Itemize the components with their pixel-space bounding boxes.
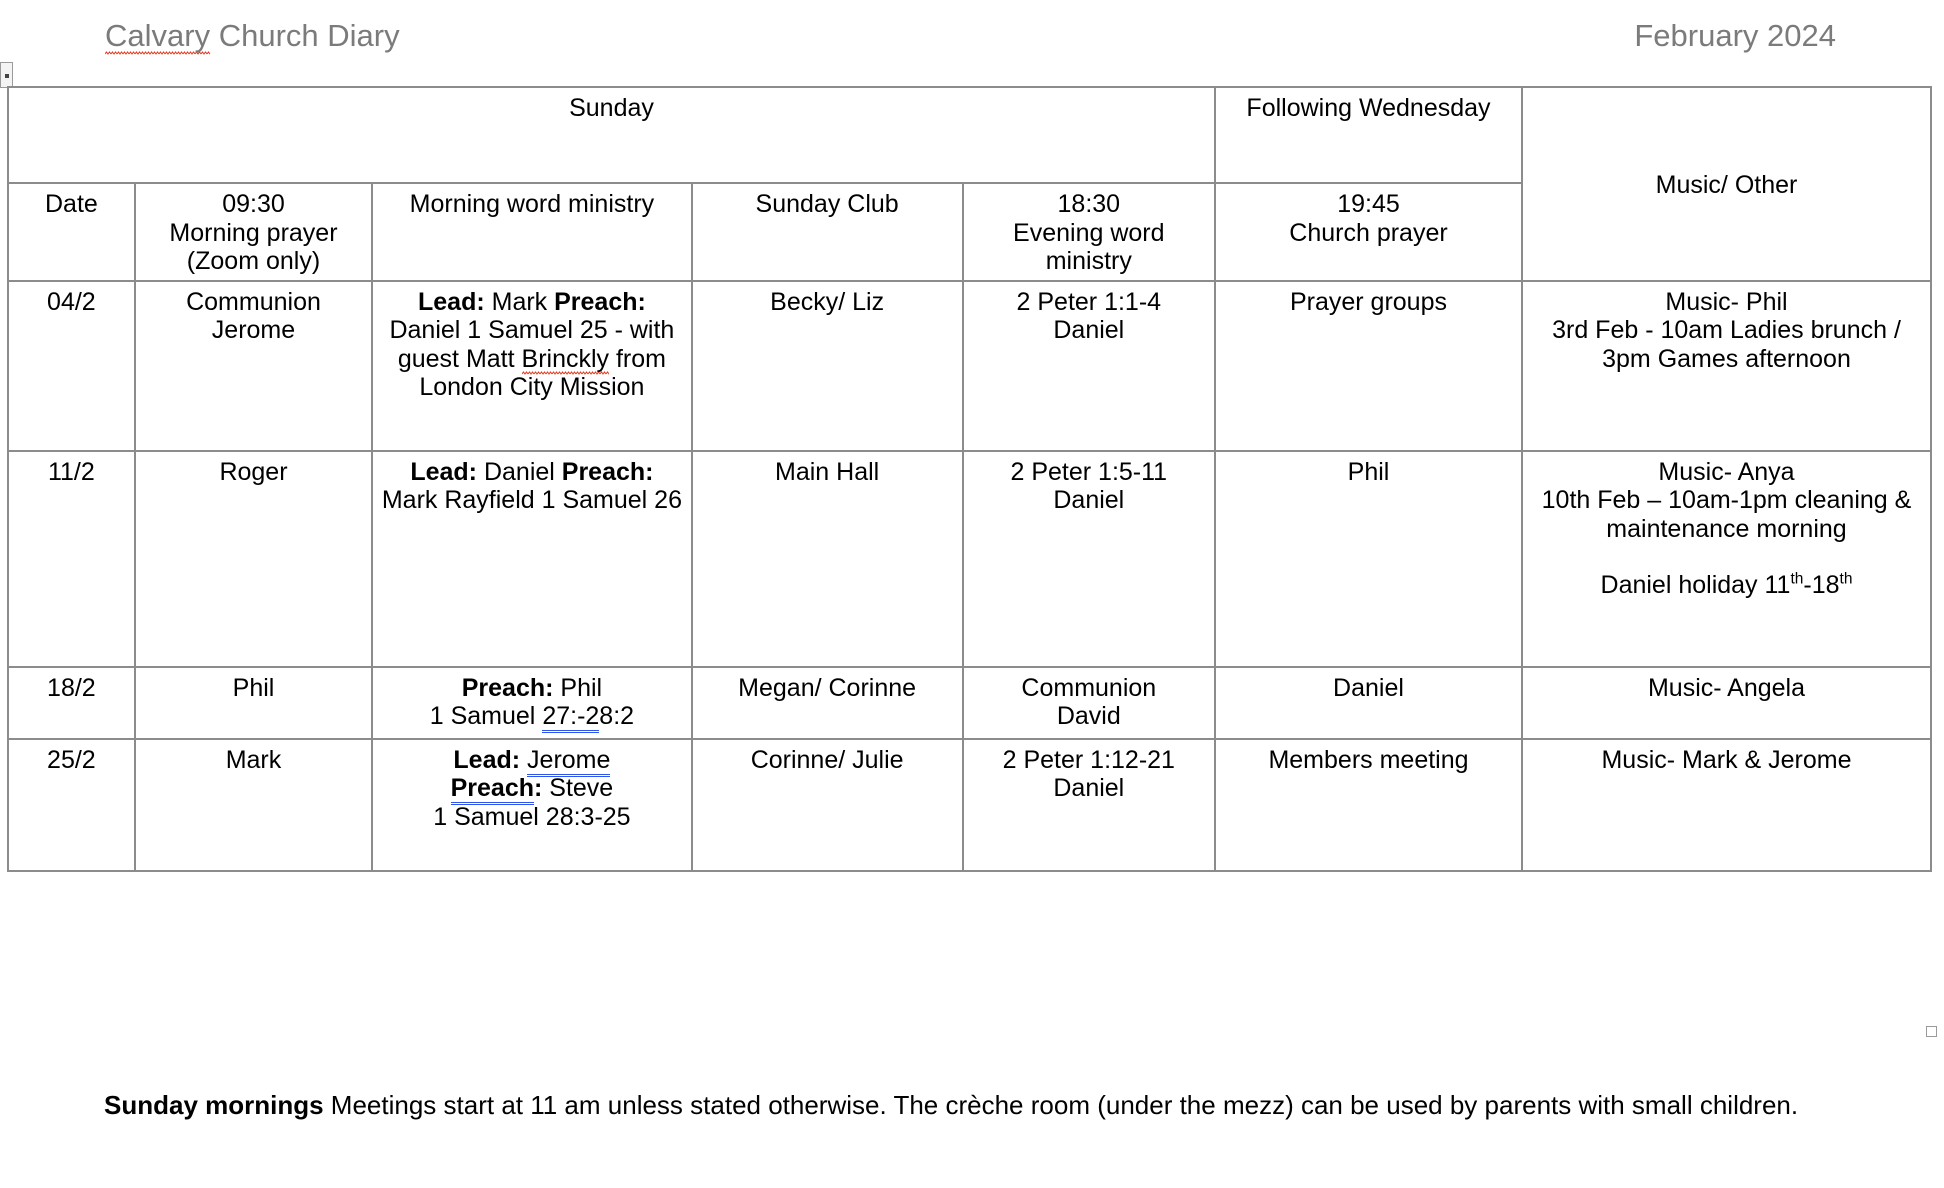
evening-word-line: Communion <box>1021 673 1157 702</box>
cell-date: 04/2 <box>8 281 135 451</box>
table-resize-handle[interactable] <box>1926 1026 1937 1037</box>
table-row <box>8 667 1931 739</box>
morning-prayer-note: (Zoom only) <box>186 247 321 275</box>
footer-note-text: Meetings start at 11 am unless stated otherwise. The crèche room (under the mezz) can be used by parents with small children. <box>323 1090 1799 1120</box>
reference-suffix: 8:2 <box>599 702 635 730</box>
preach-label: Preach: <box>554 287 646 316</box>
cell-sunday-club: Corinne/ Julie <box>692 739 963 871</box>
cell-church-prayer: Prayer groups <box>1215 281 1522 451</box>
evening-word-line: 2 Peter 1:1-4 <box>1016 287 1162 316</box>
cell-music-other: Music- Mark & Jerome <box>1522 739 1931 871</box>
document-title-rest: Church Diary <box>210 18 400 53</box>
footer-note <box>104 1088 1844 1123</box>
cell-morning-prayer: Mark <box>135 739 372 871</box>
preach-name: Phil <box>553 673 603 702</box>
preach-text: Daniel 1 Samuel 25 - with guest Matt <box>389 316 675 373</box>
group-header-sunday: Sunday <box>8 87 1215 183</box>
evening-word-label: Evening word ministry <box>1013 218 1165 275</box>
cell-morning-word <box>372 667 691 739</box>
cell-church-prayer: Phil <box>1215 451 1522 667</box>
cell-date: 18/2 <box>8 667 135 739</box>
cell-sunday-club: Megan/ Corinne <box>692 667 963 739</box>
lead-label: Lead: <box>410 457 478 486</box>
evening-word-line: 2 Peter 1:12-21 <box>1002 745 1175 774</box>
document-title-misspelled-word: Calvary <box>105 18 211 53</box>
cell-church-prayer: Members meeting <box>1215 739 1522 871</box>
morning-prayer-line: Jerome <box>211 316 296 344</box>
column-header-date: Date <box>8 183 135 281</box>
cell-sunday-club: Becky/ Liz <box>692 281 963 451</box>
morning-prayer-label: Morning prayer <box>169 218 338 247</box>
lead-name: Mark <box>484 287 555 316</box>
morning-prayer-time: 09:30 <box>222 190 285 218</box>
lead-label: Lead: <box>453 745 521 774</box>
cell-music-other <box>1522 451 1931 667</box>
column-header-morning-word: Morning word ministry <box>372 183 691 281</box>
evening-word-line: Daniel <box>1053 316 1125 344</box>
document-month-label: February 2024 <box>1634 18 1836 53</box>
column-header-church-prayer <box>1215 183 1522 281</box>
preach-text-cont: from London City Mission <box>419 344 666 401</box>
cell-morning-word <box>372 451 691 667</box>
preach-label: Preach: <box>461 673 554 702</box>
preach-misspelled-word: Brinckly <box>521 344 610 373</box>
evening-word-line: Daniel <box>1053 486 1125 514</box>
cell-music-other: Music- Angela <box>1522 667 1931 739</box>
column-header-evening-word <box>963 183 1215 281</box>
table-group-header-row <box>8 87 1931 183</box>
cell-date: 11/2 <box>8 451 135 667</box>
lead-label: Lead: <box>417 287 485 316</box>
column-header-sunday-club: Sunday Club <box>692 183 963 281</box>
table-row <box>8 281 1931 451</box>
scripture-reference: 1 Samuel 28:3-25 <box>433 802 631 831</box>
group-header-following-wednesday: Following Wednesday <box>1215 87 1522 183</box>
cell-morning-prayer: Phil <box>135 667 372 739</box>
column-header-morning-prayer <box>135 183 372 281</box>
church-diary-table <box>7 86 1932 872</box>
footer-note-bold-lead: Sunday mornings <box>104 1090 324 1120</box>
cell-sunday-club: Main Hall <box>692 451 963 667</box>
music-line: Music- Anya <box>1658 457 1795 486</box>
lead-name-grammar-flagged: Jerome <box>527 746 610 777</box>
lead-name: Daniel <box>477 457 562 486</box>
holiday-sup-1: th <box>1790 570 1804 588</box>
church-prayer-label: Church prayer <box>1289 218 1448 247</box>
cell-evening-word <box>963 739 1215 871</box>
cell-music-other <box>1522 281 1931 451</box>
table-row <box>8 739 1931 871</box>
music-line: Music- Phil <box>1665 287 1788 316</box>
evening-word-line: 2 Peter 1:5-11 <box>1010 457 1168 486</box>
holiday-sup-2: th <box>1839 570 1853 588</box>
cell-church-prayer: Daniel <box>1215 667 1522 739</box>
cell-morning-prayer: Roger <box>135 451 372 667</box>
table-row <box>8 451 1931 667</box>
evening-word-time: 18:30 <box>1057 190 1121 218</box>
table-move-handle[interactable] <box>0 62 13 88</box>
cell-evening-word <box>963 667 1215 739</box>
other-line: 10th Feb – 10am-1pm cleaning & maintenance morning <box>1541 486 1912 543</box>
cell-date: 25/2 <box>8 739 135 871</box>
scripture-reference <box>379 702 684 731</box>
preach-colon: : <box>534 774 543 802</box>
reference-grammar-flagged: 27:-2 <box>542 702 599 733</box>
holiday-mid: -18 <box>1803 571 1840 599</box>
blank-line <box>1529 543 1924 571</box>
other-line: 3rd Feb - 10am Ladies brunch / 3pm Games afternoon <box>1552 316 1901 373</box>
preach-name: Steve <box>542 774 614 802</box>
preach-text: Mark Rayfield 1 Samuel 26 <box>381 486 682 514</box>
cell-evening-word <box>963 451 1215 667</box>
church-prayer-time: 19:45 <box>1337 190 1400 218</box>
cell-morning-prayer <box>135 281 372 451</box>
preach-label: Preach: <box>561 457 654 486</box>
cell-morning-word <box>372 739 691 871</box>
reference-prefix: 1 Samuel <box>429 702 543 730</box>
evening-word-line: David <box>1056 702 1121 730</box>
morning-prayer-line: Communion <box>186 287 321 316</box>
holiday-line <box>1529 571 1924 600</box>
document-title <box>105 18 400 54</box>
column-header-music-other: Music/ Other <box>1522 87 1931 281</box>
preach-label-grammar-flagged: Preach <box>451 774 534 805</box>
evening-word-line: Daniel <box>1053 774 1125 802</box>
cell-morning-word <box>372 281 691 451</box>
holiday-prefix: Daniel holiday 11 <box>1600 571 1791 599</box>
preach-line <box>379 774 684 803</box>
diary-table-wrapper <box>7 86 1932 872</box>
cell-evening-word <box>963 281 1215 451</box>
